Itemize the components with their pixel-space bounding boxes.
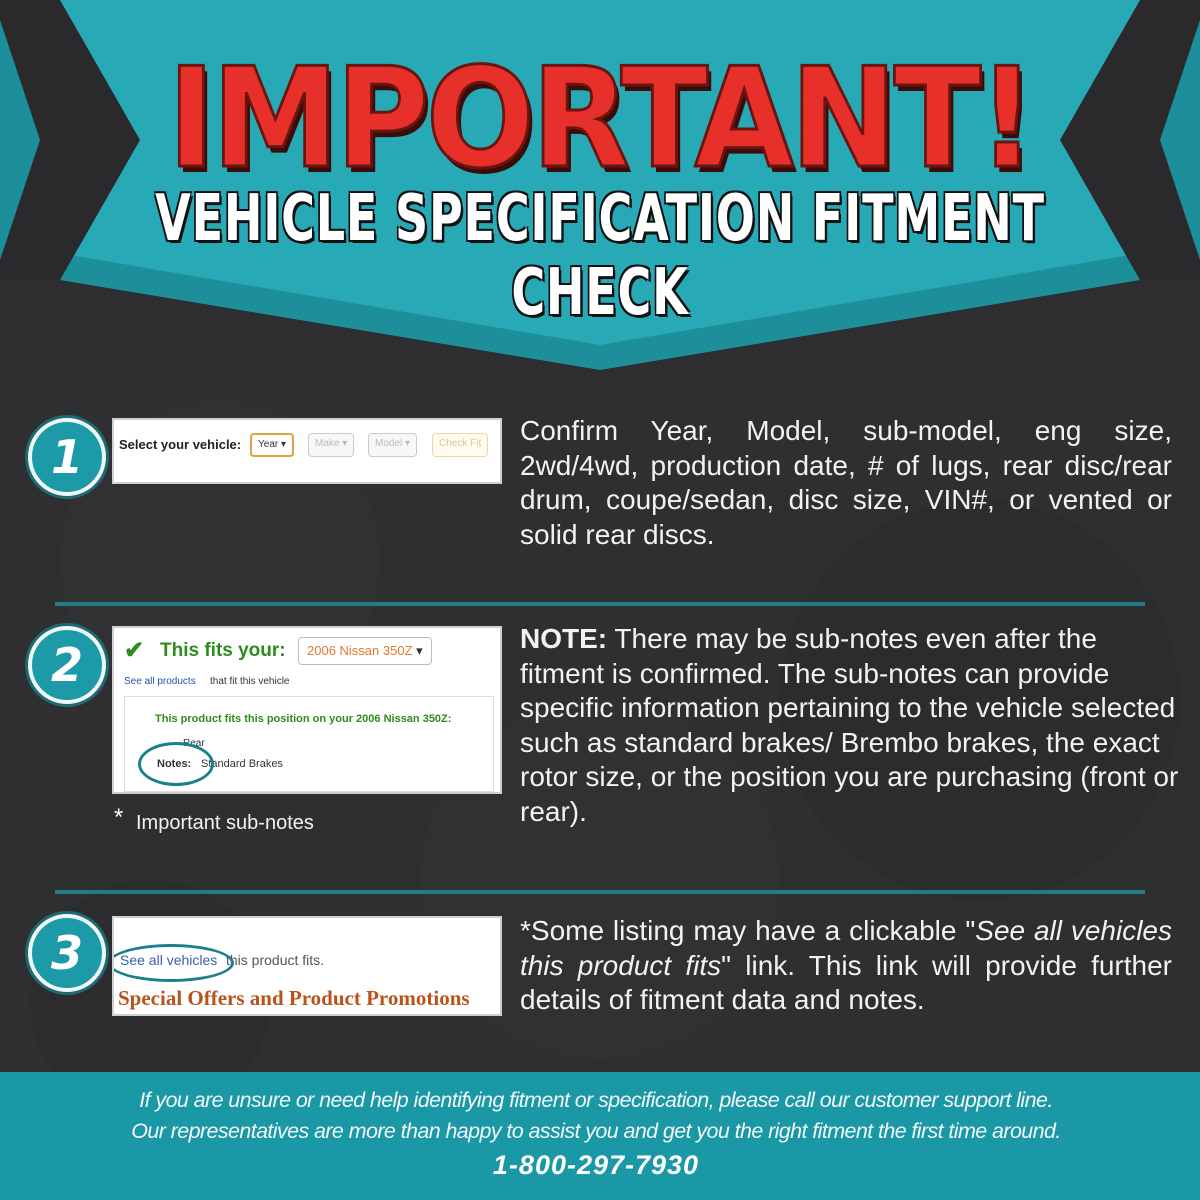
step-3-text-post: " link. This link will provide further details of fitment data and notes. [520,949,1173,1015]
check-fit-button[interactable]: Check Fit [432,433,488,457]
page-title: IMPORTANT! [167,38,1033,199]
model-select-value: Model [375,438,403,449]
see-all-vehicles-rest: this product fits. [226,952,325,968]
important-subnotes-caption: Important sub-notes [136,812,314,834]
model-select[interactable]: Model ▾ [368,433,417,457]
step-1-number: 1 [50,430,83,484]
step-2-screenshot [112,626,502,794]
step-3-badge [28,914,106,992]
notes-label: Notes: [157,758,192,770]
step-3-description [520,914,1172,1018]
step-2-badge [28,626,106,704]
note-label: NOTE: [520,623,608,654]
year-select-value: Year [258,439,279,450]
see-all-vehicles-link[interactable]: See all vehicles [120,952,218,968]
promotions-heading: Special Offers and Product Promotions [118,986,470,1010]
link-highlight-circle [112,944,234,982]
make-select[interactable]: Make ▾ [308,433,354,457]
vehicle-select-value: 2006 Nissan 350Z [307,643,413,658]
notes-highlight-circle [138,742,214,786]
checkmark-icon: ✔ [124,637,145,664]
footer-line-2: Our representatives are more than happy to assist you and get you the right fitment the first time around. [131,1119,1061,1143]
page-subtitle: VEHICLE SPECIFICATION FITMENT CHECK [155,182,1045,330]
step-1-badge [28,418,106,496]
step-2-description [520,622,1180,829]
asterisk-icon: * [114,804,124,831]
notes-value: Standard Brakes [201,758,283,770]
step-3-text-pre: *Some listing may have a clickable " [520,915,976,946]
see-all-products-link[interactable]: See all products [124,676,196,687]
this-fits-label: This fits your: [160,640,286,661]
year-select[interactable]: Year ▾ [250,433,294,457]
divider-1 [55,602,1145,606]
select-vehicle-label: Select your vehicle: [119,437,242,452]
make-select-value: Make [315,438,340,449]
divider-2 [55,890,1145,894]
step-1-description: Confirm Year, Model, sub-model, eng size, 2wd/4wd, production date, # of lugs, rear disc/rear drum, coupe/sedan, disc size, VIN#, or vented or solid rear discs. [520,415,1172,550]
step-1-screenshot [112,418,502,484]
support-phone-number: 1-800-297-7930 [492,1150,700,1180]
step-3-number: 3 [50,926,83,980]
note-text: There may be sub-notes even after the fitment is confirmed. The sub-notes can provide specific information pertaining to the vehicle selected such as standard brakes/ Brembo brakes, the exact rotor size, or the position you are purchasing (front or rear). [520,623,1179,827]
step-3-screenshot [112,916,502,1016]
chevron-down-icon: ▾ [416,643,423,658]
step-3-text-italic: See all vehicles this product fits [520,915,1172,981]
see-all-products-rest: that fit this vehicle [210,676,290,687]
footer-line-1: If you are unsure or need help identifying fitment or specification, please call our customer support line. [139,1088,1053,1112]
step-2-number: 2 [50,638,83,692]
footer-banner [0,1072,1200,1200]
position-text: This product fits this position on your 2006 Nissan 350Z: [155,713,452,725]
vehicle-select[interactable] [298,637,432,665]
position-value: Rear [183,738,205,749]
